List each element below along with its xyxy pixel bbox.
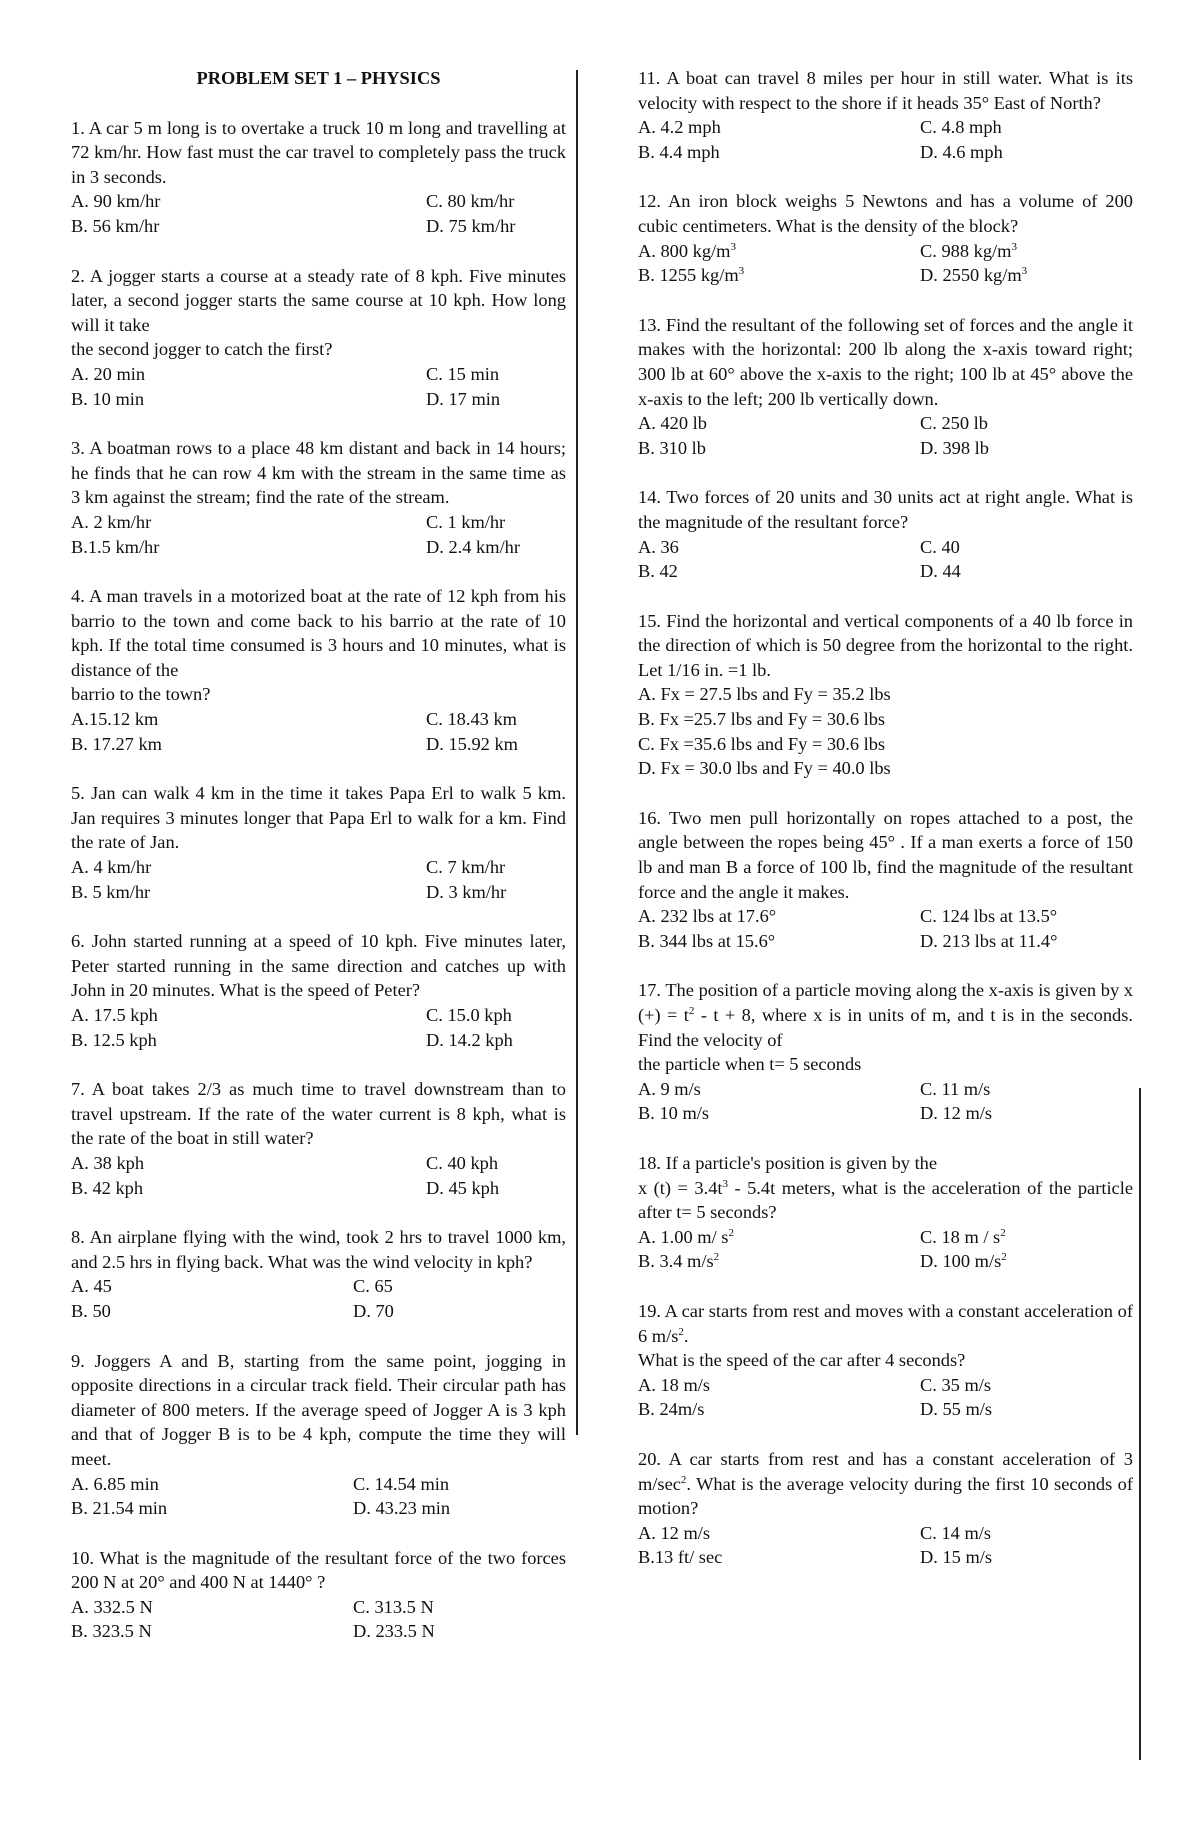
choice-a: A. 36 <box>638 536 679 557</box>
choice-b: B. 10 min <box>71 388 145 409</box>
question-10 <box>71 1546 566 1644</box>
answer-choices <box>71 1472 566 1521</box>
exponent: 3 <box>738 265 745 278</box>
question-stem: 11. A boat can travel 8 miles per hour in still water. What is its velocity with respect to the shore if it heads 35° East of North? <box>638 68 1133 113</box>
choice-c: C. 80 km/hr <box>426 191 515 212</box>
choice-d: D. 14.2 kph <box>426 1029 513 1050</box>
choice-c: C. 15.0 kph <box>426 1005 512 1025</box>
question-stem: 8. An airplane flying with the wind, took 2 hrs to travel 1000 km, and 2.5 hrs in flying back. What was the wind velocity in kph? <box>71 1227 566 1272</box>
exponent: 2 <box>713 1251 720 1264</box>
choice-c: C. 250 lb <box>920 413 988 434</box>
choice-b: B. 310 lb <box>638 437 706 458</box>
question-14 <box>638 485 1133 583</box>
choice-a: A. 4 km/hr <box>71 857 152 878</box>
choice-a: A. 232 lbs at 17.6° <box>638 906 777 927</box>
choice-a: A. 332.5 N <box>71 1596 153 1617</box>
choice-d: D. 70 <box>353 1300 394 1321</box>
exponent: 2 <box>678 1325 684 1338</box>
choice-a: A.15.12 km <box>71 709 159 730</box>
answer-choices <box>71 510 566 559</box>
choice-c: C. 4.8 mph <box>920 117 1002 138</box>
choice-d: D. 100 $m/s^2$ <box>920 1251 1007 1272</box>
question-18 <box>638 1151 1133 1274</box>
answer-choices <box>638 1077 1133 1126</box>
question-stem-cont: the second jogger to catch the first? <box>71 339 333 360</box>
question-8 <box>71 1225 566 1323</box>
choice-d: D. 213 lbs at 11.4° <box>920 930 1058 951</box>
choice-a: A. 18 m/s <box>638 1374 711 1395</box>
answer-choices <box>71 362 566 411</box>
exponent: 3 <box>1011 240 1017 253</box>
choice-d: D. 44 <box>920 561 961 582</box>
choice-a: A. 4.2 mph <box>638 117 721 138</box>
choice-d: D. 55 m/s <box>920 1399 993 1420</box>
answer-choices <box>638 535 1133 584</box>
column-divider-left <box>576 70 578 1435</box>
choice-c: C. 14.54 min <box>353 1473 450 1494</box>
question-stem: 5. Jan can walk 4 km in the time it takes Papa Erl to walk 5 km. Jan requires 3 minutes longer that Papa Erl to walk for a km. Find the rate of Jan. <box>71 783 566 853</box>
question-stem: 13. Find the resultant of the following set of forces and the angle it makes with the horizontal: 200 lb along the x-axis toward right; 300 lb at 60° above the x-axis to the right; 100 lb at 45° above the x-axis to the left; 200 lb vertically down. <box>638 314 1133 409</box>
question-stem-cont: the particle when t= 5 seconds <box>638 1054 862 1075</box>
choice-b: B.1.5 km/hr <box>71 536 160 557</box>
left-column <box>71 66 566 1669</box>
choice-d: D. 3 km/hr <box>426 881 507 902</box>
choice-a: A. 45 <box>71 1276 112 1297</box>
answer-choices <box>638 904 1133 953</box>
question-stem: 15. Find the horizontal and vertical components of a 40 lb force in the direction of which is 50 degree from the horizontal to the right. Let 1/16 in. =1 lb. <box>638 610 1133 680</box>
column-divider-right <box>1139 1088 1141 1760</box>
choice-d: D. 15 m/s <box>920 1547 993 1568</box>
choice-d: D. 398 lb <box>920 437 989 458</box>
choice-d: D. 2.4 km/hr <box>426 536 520 557</box>
choice-a: A. Fx = 27.5 lbs and Fy = 35.2 lbs <box>638 684 891 705</box>
choice-b: B. 5 km/hr <box>71 881 151 902</box>
choice-b: B. 10 m/s <box>638 1103 710 1124</box>
choice-a: A. 2 km/hr <box>71 511 152 532</box>
exponent: 2 <box>680 1473 687 1486</box>
choice-d: D. 2550 $kg/m^3$ <box>920 265 1028 286</box>
question-16 <box>638 806 1133 954</box>
question-stem: 7. A boat takes 2/3 as much time to travel downstream than to travel upstream. If the rate of the water current is 8 kph, what is the rate of the boat in still water? <box>71 1079 566 1149</box>
right-column <box>638 66 1133 1595</box>
answer-choices <box>638 1373 1133 1422</box>
question-20 <box>638 1447 1133 1570</box>
answer-choices <box>71 189 566 238</box>
exponent: 3 <box>722 1177 728 1190</box>
answer-choices <box>71 1595 566 1644</box>
exponent: 2 <box>688 1005 695 1017</box>
question-1 <box>71 116 566 239</box>
question-stem: 18. If a particle's position is given by the <box>638 1152 938 1173</box>
choice-b: B. Fx =25.7 lbs and Fy = 30.6 lbs <box>638 709 886 730</box>
choice-d: D. 17 min <box>426 388 501 409</box>
choice-b: B. 24m/s <box>638 1399 705 1420</box>
answer-choices <box>638 1225 1133 1274</box>
choice-b: B. 4.4 mph <box>638 141 720 162</box>
choice-a: A. 9 m/s <box>638 1078 701 1099</box>
question-7 <box>71 1077 566 1200</box>
answer-choices <box>638 1521 1133 1570</box>
answer-choices <box>71 1151 566 1200</box>
answer-choices <box>638 239 1133 288</box>
answer-choices <box>71 1274 566 1323</box>
choice-c: C. 11 m/s <box>920 1078 991 1099</box>
question-stem: 4. A man travels in a motorized boat at the rate of 12 kph from his barrio to the town and come back to his barrio at the rate of 10 kph. If the total time consumed is 3 hours and 10 minutes, what is distance of the <box>71 586 566 680</box>
question-stem-cont: barrio to the town? <box>71 684 211 705</box>
answer-choices <box>71 707 566 756</box>
choice-b: B. 344 lbs at 15.6° <box>638 930 776 951</box>
choice-d: D. 15.92 km <box>426 733 518 754</box>
exponent: 3 <box>1021 265 1028 278</box>
question-stem: 12. An iron block weighs 5 Newtons and has a volume of 200 cubic centimeters. What is the density of the block? <box>638 191 1133 236</box>
question-12 <box>638 189 1133 287</box>
question-17 <box>638 978 1133 1126</box>
choice-c: C. 988 $kg/m^3$ <box>920 240 1017 261</box>
choice-d: D. Fx = 30.0 lbs and Fy = 40.0 lbs <box>638 758 891 779</box>
question-15 <box>638 609 1133 781</box>
choice-b: B. 21.54 min <box>71 1498 168 1519</box>
answer-choices <box>638 411 1133 460</box>
question-stem: 9. Joggers A and B, starting from the same point, jogging in opposite directions in a circular track field. Their circular path has diameter of 800 meters. If the average speed of Jogger A is 3 kph and that of Jogger B is to be 4 kph, compute the time they will meet. <box>71 1350 566 1469</box>
choice-a: A. 800 $kg/m^3$ <box>638 240 736 261</box>
question-6 <box>71 929 566 1052</box>
choice-c: C. 65 <box>353 1276 393 1297</box>
question-stem: 16. Two men pull horizontally on ropes attached to a post, the angle between the ropes being 45° . If a man exerts a force of 150 lb and man B a force of 100 lb, find the magnitude of the resultant force and the angle it makes. <box>638 807 1133 902</box>
choice-b: B. 17.27 km <box>71 733 162 754</box>
page-title: PROBLEM SET 1 – PHYSICS <box>196 68 441 88</box>
choice-b: B.13 ft/ sec <box>638 1547 723 1568</box>
choice-d: D. 12 m/s <box>920 1103 993 1124</box>
choice-d: D. 4.6 mph <box>920 141 1003 162</box>
question-stem: 19. A car starts from rest and moves with a constant acceleration of 6 $m/s^2$. <box>638 1300 1133 1346</box>
choice-d: D. 43.23 min <box>353 1498 451 1519</box>
choice-c: C. Fx =35.6 lbs and Fy = 30.6 lbs <box>638 733 886 754</box>
question-stem: 1. A car 5 m long is to overtake a truck 10 m long and travelling at 72 km/hr. How fast must the car travel to completely pass the truck in 3 seconds. <box>71 117 566 187</box>
exponent: 2 <box>1001 1251 1007 1264</box>
question-3 <box>71 436 566 559</box>
question-stem: 20. A car starts from rest and has a constant acceleration of 3 $m/\sec^2$. What is the average velocity during the first 10 seconds of motion? <box>638 1448 1133 1519</box>
exponent: 2 <box>1000 1226 1006 1239</box>
choice-d: D. 75 km/hr <box>426 215 516 236</box>
choice-c: C. 1 km/hr <box>426 511 506 532</box>
choice-a: A. 420 lb <box>638 413 707 434</box>
choice-b: B. 42 kph <box>71 1177 144 1198</box>
question-stem: 17. The position of a particle moving along the x-axis is given by x (+) = $t^2 - t + 8$, where x is in units of m, and t is in the seconds. Find the velocity of <box>638 980 1133 1050</box>
question-2 <box>71 264 566 412</box>
answer-choices <box>638 115 1133 164</box>
choice-b: B. 1255 $kg/m^3$ <box>638 265 745 286</box>
choice-a: A. 90 km/hr <box>71 191 161 212</box>
question-19 <box>638 1299 1133 1422</box>
choice-b: B. 56 km/hr <box>71 215 160 236</box>
choice-c: C. 313.5 N <box>353 1596 434 1617</box>
question-stem: 10. What is the magnitude of the resultant force of the two forces 200 N at 20° and 400 N at 1440° ? <box>71 1547 566 1593</box>
choice-b: B. 3.4 $m/s^2$ <box>638 1251 720 1272</box>
choice-a: A. 17.5 kph <box>71 1005 158 1025</box>
question-stem: 6. John started running at a speed of 10 kph. Five minutes later, Peter started running in the same direction and catches up with John in 20 minutes. What is the speed of Peter? <box>71 931 566 1001</box>
choice-c: C. 15 min <box>426 363 500 384</box>
exponent: 2 <box>728 1226 734 1239</box>
choice-c: C. 40 <box>920 536 960 557</box>
choice-a: A. 20 min <box>71 363 146 384</box>
choice-b: B. 323.5 N <box>71 1621 152 1642</box>
choice-c: C. 18.43 km <box>426 709 517 730</box>
choice-b: B. 42 <box>638 561 678 582</box>
question-5 <box>71 781 566 904</box>
question-4 <box>71 584 566 756</box>
choice-c: C. 35 m/s <box>920 1374 992 1395</box>
choice-d: D. 45 kph <box>426 1177 500 1198</box>
choice-a: A. 38 kph <box>71 1152 145 1173</box>
choice-c: C. 18 m / $s^2$ <box>920 1226 1006 1247</box>
choice-c: C. 40 kph <box>426 1152 499 1173</box>
question-stem: 2. A jogger starts a course at a steady rate of 8 kph. Five minutes later, a second jogger starts the same course at 10 kph. How long will it take <box>71 265 566 335</box>
answer-choices <box>71 855 566 904</box>
choice-b: B. 12.5 kph <box>71 1029 157 1050</box>
exponent: 3 <box>730 240 736 253</box>
choice-c: C. 7 km/hr <box>426 857 506 878</box>
choice-b: B. 50 <box>71 1300 111 1321</box>
choice-a: A. 1.00 m/ $s^2$ <box>638 1226 734 1247</box>
question-13 <box>638 313 1133 461</box>
question-stem: 3. A boatman rows to a place 48 km distant and back in 14 hours; he finds that he can row 4 km with the stream in the same time as 3 km against the stream; find the rate of the stream. <box>71 438 566 508</box>
choice-c: C. 14 m/s <box>920 1522 992 1543</box>
question-11 <box>638 66 1133 164</box>
question-stem: 14. Two forces of 20 units and 30 units act at right angle. What is the magnitude of the resultant force? <box>638 487 1133 532</box>
question-stem-cont: What is the speed of the car after 4 seconds? <box>638 1350 966 1371</box>
choice-c: C. 124 lbs at 13.5° <box>920 906 1058 927</box>
answer-choices <box>71 1003 566 1052</box>
question-stem-cont: x $(t) = 3.4t^3 - 5.4t$ meters, what is the acceleration of the particle after t= 5 seconds? <box>638 1177 1133 1223</box>
choice-a: A. 12 m/s <box>638 1522 711 1543</box>
choice-a: A. 6.85 min <box>71 1473 159 1494</box>
question-9 <box>71 1349 566 1521</box>
choice-d: D. 233.5 N <box>353 1621 435 1642</box>
